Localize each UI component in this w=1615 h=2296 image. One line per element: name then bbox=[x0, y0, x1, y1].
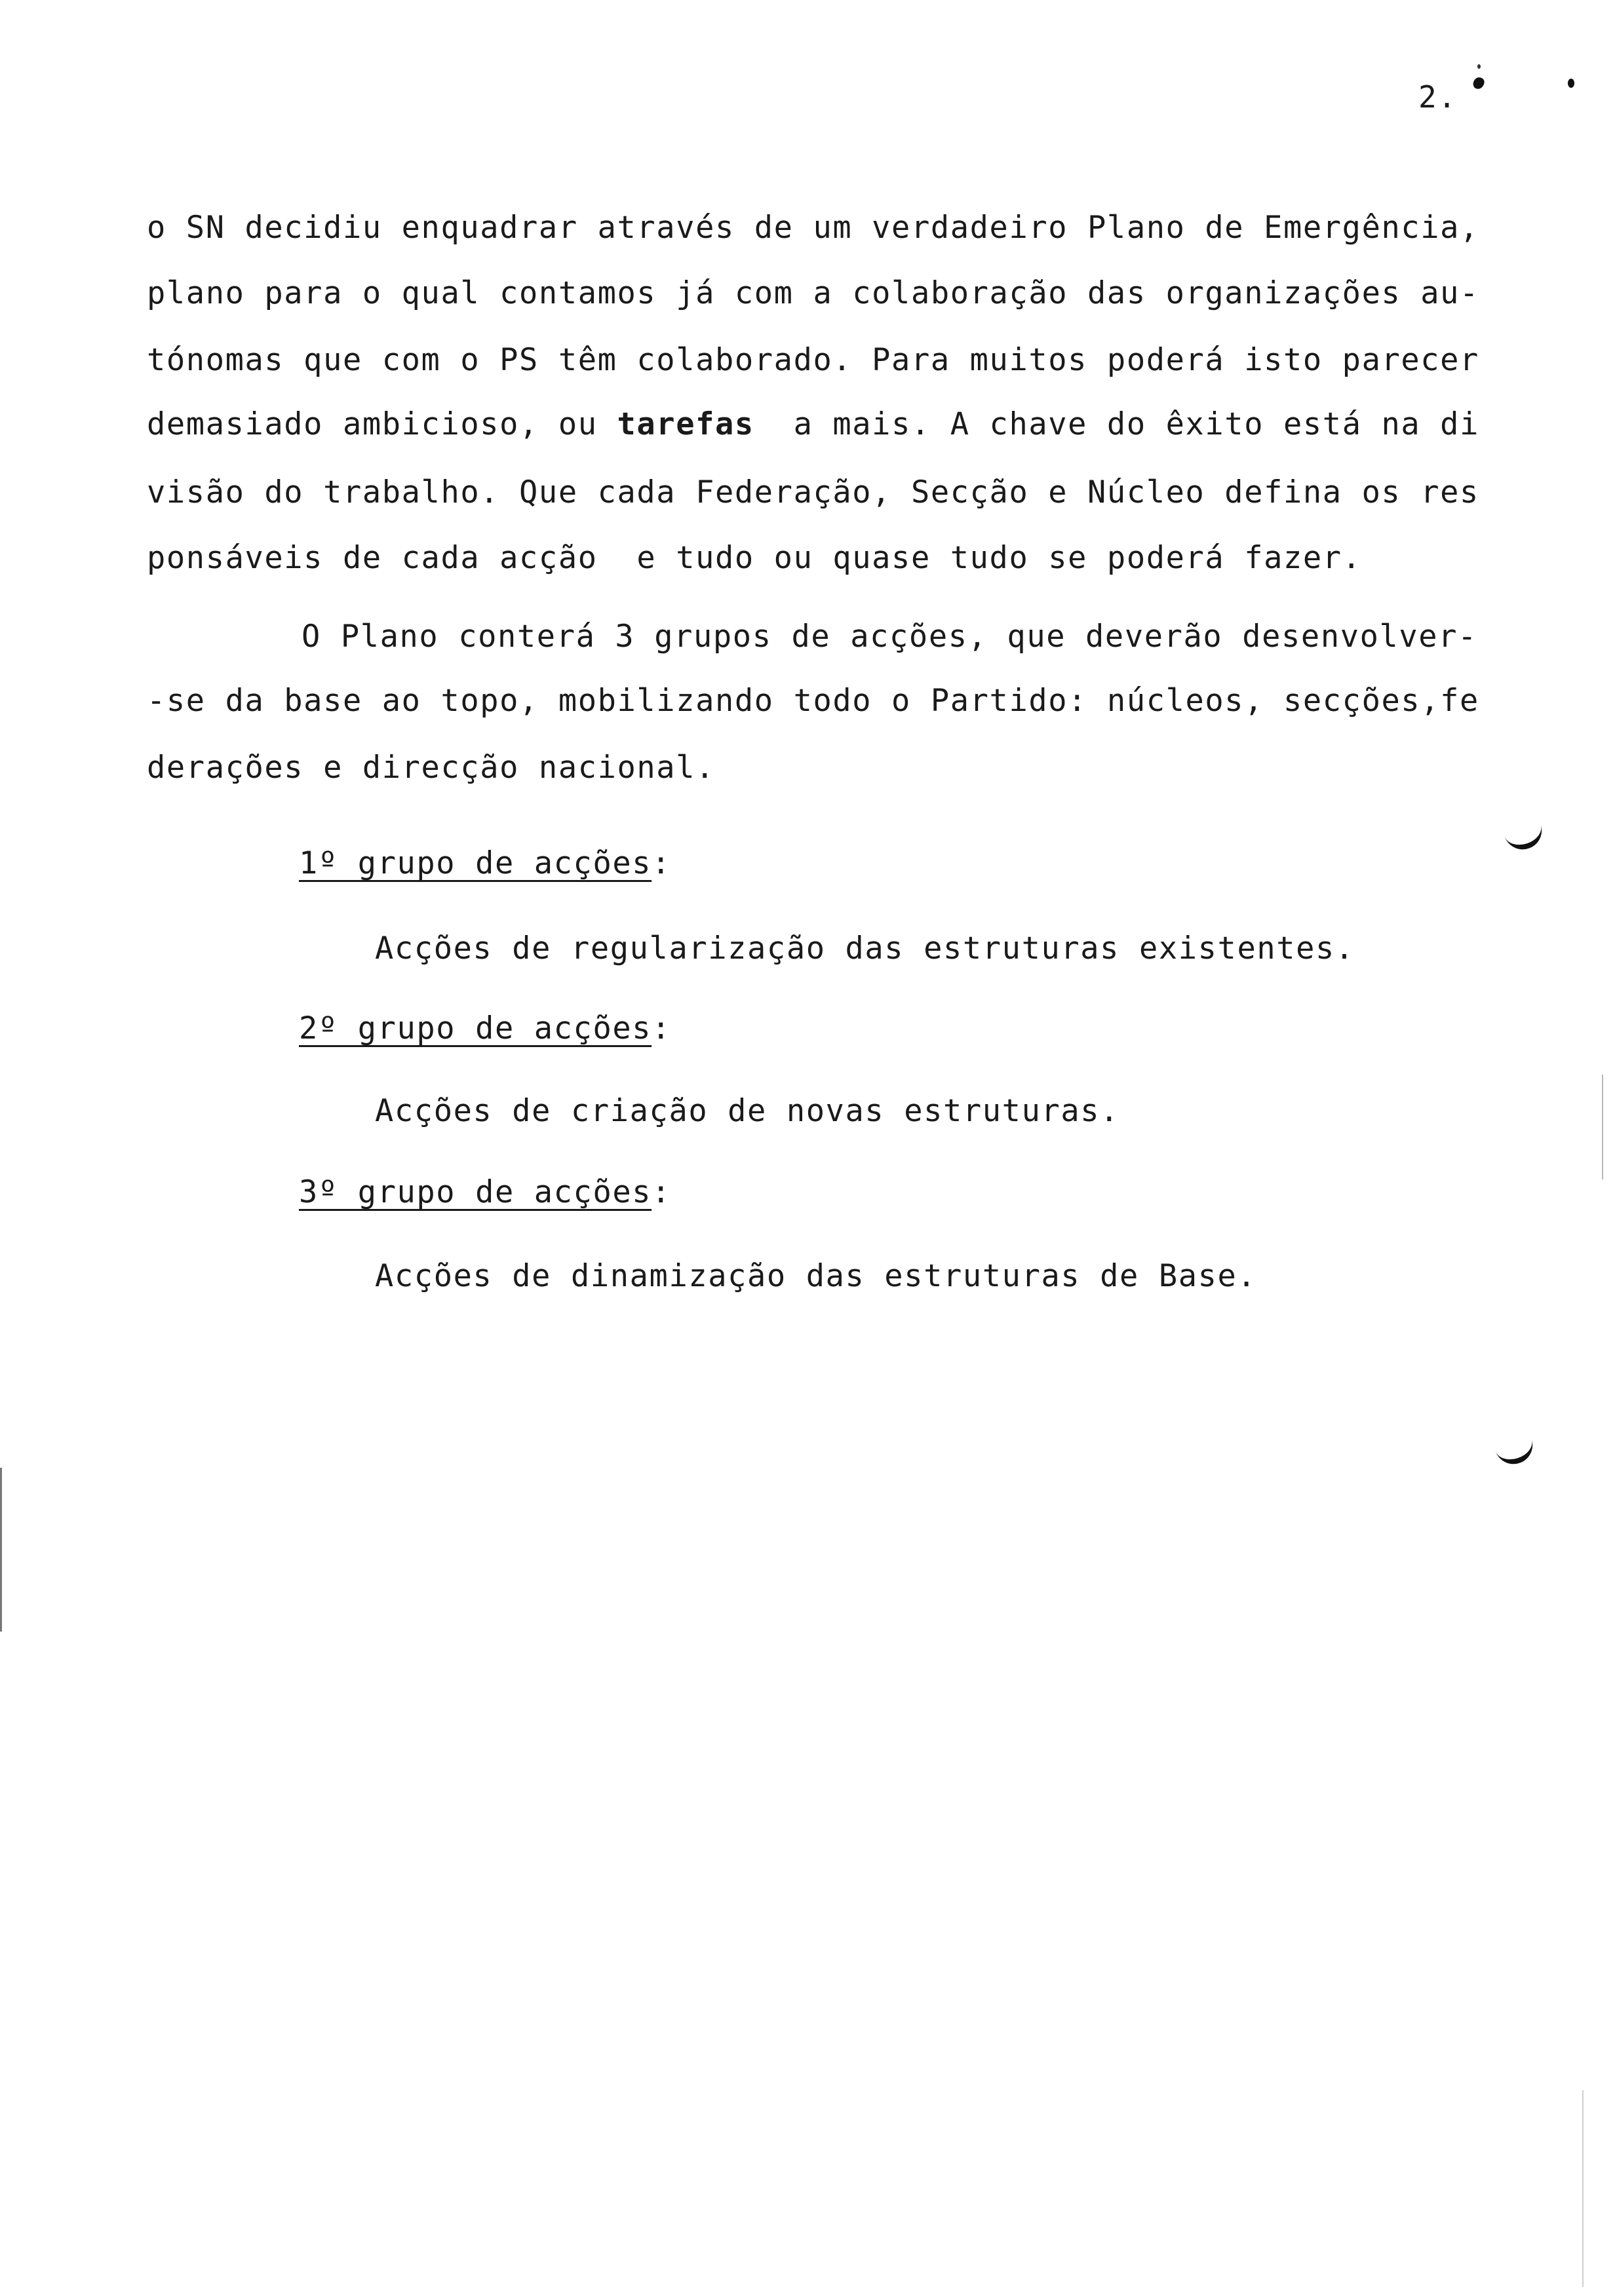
margin-ink-mark bbox=[1492, 1428, 1537, 1469]
paragraph-1-line-6: ponsáveis de cada acção e tudo ou quase tudo se poderá fazer. bbox=[147, 540, 1362, 576]
paragraph-2-line-3: derações e direcção nacional. bbox=[147, 750, 715, 786]
group-heading-suffix: : bbox=[652, 845, 672, 881]
group-description-3: Acções de dinamização das estruturas de Base. bbox=[375, 1258, 1257, 1294]
paragraph-1-line-5: visão do trabalho. Que cada Federação, Secção e Núcleo defina os res bbox=[147, 474, 1479, 510]
group-heading-2 bbox=[299, 1009, 671, 1048]
group-description-2: Acções de criação de novas estruturas. bbox=[375, 1093, 1120, 1129]
ink-mark bbox=[1477, 64, 1481, 69]
scan-edge-line bbox=[1602, 1075, 1603, 1179]
paragraph-1-line-2: plano para o qual contamos já com a colaboração das organizações au- bbox=[147, 275, 1479, 311]
paragraph-1-line-3: tónomas que com o PS têm colaborado. Para muitos poderá isto parecer bbox=[147, 342, 1479, 378]
paragraph-2-line-1: O Plano conterá 3 grupos de acções, que deverão desenvolver- bbox=[302, 619, 1477, 655]
margin-ink-mark bbox=[1501, 814, 1546, 854]
group-heading-text: 3º grupo de acções bbox=[299, 1174, 652, 1210]
group-heading-text: 1º grupo de acções bbox=[299, 845, 652, 881]
group-heading-1 bbox=[299, 844, 671, 883]
paragraph-1-line-1: o SN decidiu enquadrar através de um verdadeiro Plano de Emergência, bbox=[147, 210, 1479, 246]
group-description-1: Acções de regularização das estruturas existentes. bbox=[375, 930, 1355, 966]
group-heading-suffix: : bbox=[652, 1010, 672, 1046]
paragraph-2-line-2: -se da base ao topo, mobilizando todo o Partido: núcleos, secções,fe bbox=[147, 683, 1479, 719]
paragraph-1-line-4: demasiado ambicioso, ou tarefas a mais. A chave do êxito está na di bbox=[147, 406, 1479, 442]
group-heading-3 bbox=[299, 1173, 671, 1212]
group-heading-text: 2º grupo de acções bbox=[299, 1010, 652, 1046]
scan-edge-line bbox=[0, 1468, 2, 1632]
scan-edge-line bbox=[1582, 2090, 1584, 2287]
ink-mark bbox=[1471, 76, 1485, 90]
ink-mark bbox=[1568, 79, 1574, 88]
emphasis-word: tarefas bbox=[617, 406, 754, 442]
page-number: 2. bbox=[1418, 79, 1458, 115]
group-heading-suffix: : bbox=[652, 1174, 672, 1210]
